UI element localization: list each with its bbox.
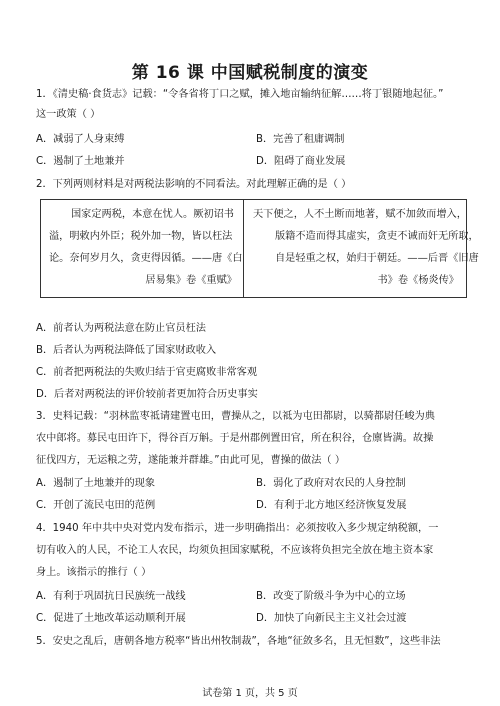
q4-option-c[interactable]: C．促进了土地改革运动顺利开展 (36, 613, 186, 624)
page-footer: 试卷第 1 页，共 5 页 (202, 688, 298, 699)
q5-stem-line1: 5．安史之乱后，唐朝各地方税率“皆出州牧制裁”，各地“征敛多名，且无恒数”，这些非法 (36, 636, 441, 647)
table-divider (243, 200, 244, 297)
q1-option-c[interactable]: C．遏制了土地兼并 (36, 156, 125, 167)
q3-stem-line3: 征伐四方，无运粮之劳，遂能兼并群雄。”由此可见，曹操的做法（ ） (36, 455, 346, 466)
q2-option-c[interactable]: C．前者把两税法的失败归结于官吏腐败非常客观 (36, 367, 258, 378)
q1-stem-line2: 这一政策（ ） (36, 109, 101, 120)
q3-stem-line2: 农中郎将。募民屯田许下，得谷百万斛。于是州郡例置田官，所在积谷，仓廪皆满。故操 (36, 433, 434, 444)
q4-option-b[interactable]: B．改变了阶级斗争为中心的立场 (256, 591, 406, 602)
q2-option-d[interactable]: D．后者对两税法的评价较前者更加符合历史事实 (36, 389, 258, 400)
q4-stem-line1: 4．1940 年中共中央对党内发布指示，进一步明确指出：必须按收入多少规定纳税额，一 (36, 523, 439, 534)
material-left-line: 溢，明敕内外臣；税外加一物，皆以枉法 (49, 231, 233, 242)
q2-material-left (49, 204, 243, 292)
material-left-line: 居易集》卷《重赋》 (145, 275, 237, 286)
q2-stem: 2．下列两则材料是对两税法影响的不同看法。对此理解正确的是（ ） (36, 179, 352, 190)
q4-stem-line2: 切有收入的人民，不论工人农民，均须负担国家赋税，不应该将负担完全放在地主资本家 (36, 545, 434, 556)
q2-material-right (253, 204, 479, 292)
q3-stem-line1: 3．史料记载：“羽林监枣祗请建置屯田，曹操从之，以祗为屯田都尉，以骑都尉任峻为典 (36, 411, 435, 422)
q2-option-b[interactable]: B．后者认为两税法降低了国家财政收入 (36, 345, 217, 356)
q3-option-d[interactable]: D．有利于北方地区经济恢复发展 (256, 500, 407, 511)
q3-option-a[interactable]: A．遏制了土地兼并的现象 (36, 478, 156, 489)
q4-option-d[interactable]: D．加快了向新民主主义社会过渡 (256, 613, 407, 624)
material-left-line: 论。奈何岁月久，贪吏得因循。——唐《白 (49, 253, 243, 264)
q3-option-c[interactable]: C．开创了流民屯田的范例 (36, 500, 156, 511)
q3-option-b[interactable]: B．弱化了政府对农民的人身控制 (256, 478, 406, 489)
q1-stem-line1: 1．《清史稿·食货志》记载：“令各省将丁口之赋，摊入地亩输纳征解……将丁银随地起征。” (36, 89, 444, 100)
material-right-line: 书》卷《杨炎传》 (377, 275, 459, 286)
q1-option-d[interactable]: D．阻碍了商业发展 (256, 156, 346, 167)
q2-material-table (40, 199, 479, 298)
q1-option-a[interactable]: A．减弱了人身束缚 (36, 134, 125, 145)
material-right-line: 自是轻重之权，始归于朝廷。——后晋《旧唐 (275, 253, 479, 264)
q4-option-a[interactable]: A．有利于巩固抗日民族统一战线 (36, 591, 186, 602)
q1-option-b[interactable]: B．完善了租庸调制 (256, 134, 345, 145)
q4-stem-line3: 身上。该指示的推行（ ） (36, 567, 152, 578)
q2-option-a[interactable]: A．前者认为两税法意在防止官员枉法 (36, 323, 206, 334)
material-left-line: 国家定两税，本意在忧人。厥初诏书 (71, 209, 234, 220)
page-title: 第 16 课 中国赋税制度的演变 (131, 63, 369, 83)
material-right-line: 版籍不造而得其虚实，贪吏不诫而奸无所取， (275, 231, 479, 242)
material-right-line: 天下便之，人不土断而地著，赋不加敛而增入， (253, 209, 467, 220)
